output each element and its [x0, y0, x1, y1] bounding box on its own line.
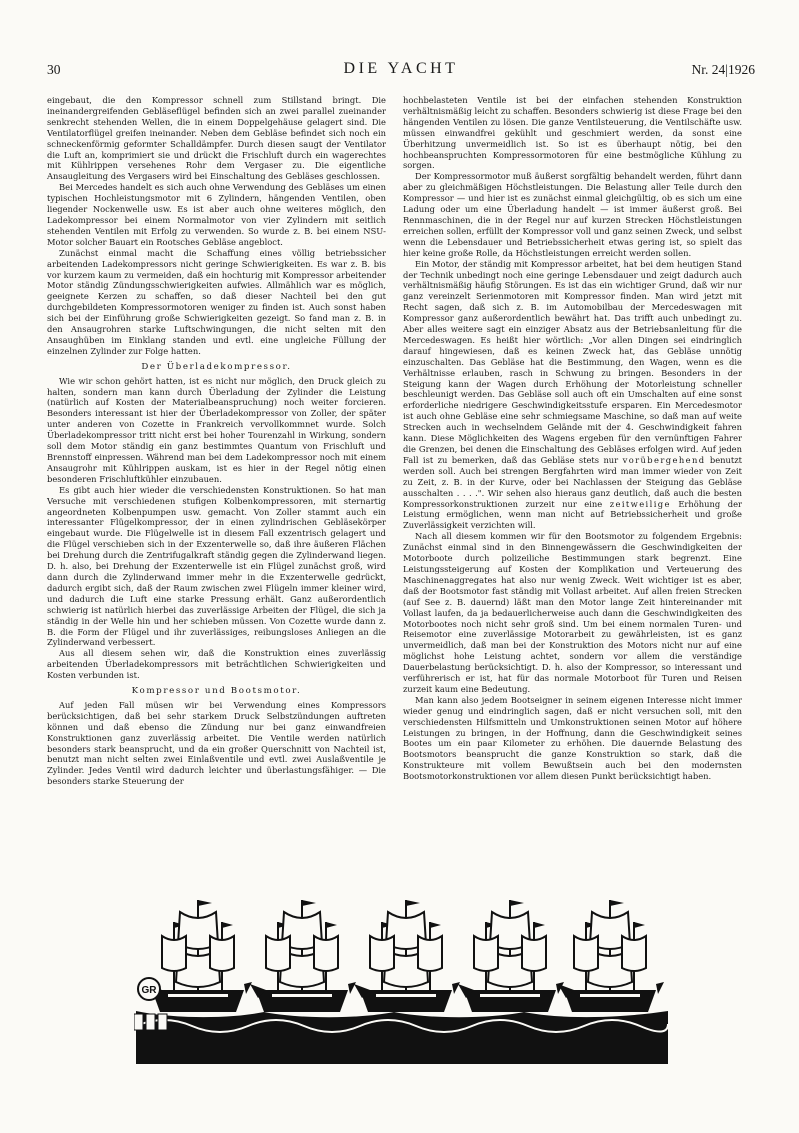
- ship-frieze-illustration: [134, 886, 670, 1064]
- paragraph: Der Kompressormotor muß äußerst sorgfältig behandelt werden, führt dann aber zu gleichmäßigen Höchstleistungen. Die Belastung aller Teile durch den Kompressor — und hier ist es zunächst einmal gleichgültig, ob es sich um eine Ladung oder um eine Überladung handelt — ist immer äußerst groß. Bei Rennmaschinen, die in der Regel nur auf kurzen Strecken Höchstleistungen erreichen sollen, erfüllt der Kompressor voll und ganz seinen Zweck, und selbst wenn die Lebensdauer und Betriebssicherheit etwas gering ist, so spielt das hier keine große Rolle, da Höchstleistungen erreicht werden sollen.: [403, 171, 742, 258]
- paragraph: Aus all diesem sehen wir, daß die Konstruktion eines zuverlässig arbeitenden Überladekompressors mit beträchtlichen Schwierigkeiten und Kosten verbunden ist.: [47, 648, 386, 681]
- left-column: [47, 95, 386, 787]
- ship-icon: [146, 900, 252, 1012]
- right-column: [403, 95, 742, 782]
- journal-title: DIE YACHT: [343, 60, 459, 77]
- paragraph: Wie wir schon gehört hatten, ist es nicht nur möglich, den Druck gleich zu halten, sondern man kann durch Überladung der Zylinder die Leistung (natürlich auf Kosten der Materialbeanspruchung) noch weiter forcieren. Besonders interessant ist hier der Überladekompressor von Zoller, der später unter anderen von Cozette in Frankreich vervollkommnet wurde. Solch Überladekompressor tritt nicht erst bei hoher Tourenzahl in Wirkung, sondern soll dem Motor ständig ein ganz bestimmtes Quantum von Frischluft und Brennstoff einpressen. Während man bei dem Ladekompressor noch mit einem Ansaugrohr mit Kühlrippen auskam, ist es hier in der Regel nötig einen besonderen Frischluftkühler einzubauen.: [47, 375, 386, 484]
- paragraph: Zunächst einmal macht die Schaffung eines völlig betriebssicher arbeitenden Ladekompressors nicht geringe Schwierigkeiten. Es war z. B. bis vor kurzem kaum zu vermeiden, daß ein hochturig mit Kompressor arbeitender Motor ständig Zündungsschwierigkeiten aufwies. Allmählich war es möglich, geeignete Kerzen zu schaffen, so daß dieser Nachteil bei den gut durchgebildeten Kompressormotoren weniger zu finden ist. Auch sonst haben sich bei der Einführung große Schwierigkeiten gezeigt. So fand man z. B. in den Ansaugrohren starke Luftschwingungen, die nicht selten mit den Ansaughüben im Einklang standen und evtl. eine ungleiche Füllung der einzelnen Zylinder zur Folge hatten.: [47, 247, 386, 356]
- section-heading: Kompressor und Bootsmotor.: [131, 686, 302, 697]
- text-run: Ein Motor, der ständig mit Kompressor arbeitet, hat bei dem heutigen Stand der Technik unbedingt noch eine geringe Lebensdauer und zeigt dadurch auch verhältnismäßig häufig Störungen. Es ist das ein wichtiger Grund, daß wir nur ganz vereinzelt Serienmotoren mit Kompressor finden. Man wird jetzt mit Recht sagen, daß sich z. B. im Automobilbau der Mercedeswagen mit Kompressor ganz außerordentlich bewährt hat. Das trifft auch unbedingt zu. Aber alles weitere sagt ein einziger Absatz aus der Betriebsanleitung für die Mercedeswagen. Es heißt hier wörtlich: „Vor allen Dingen sei eindringlich darauf hingewiesen, daß es keinen Zweck hat, das Gebläse unnötig einzuschalten. Das Gebläse hat die Bestimmung, den Wagen, wenn es die Verhältnisse erlauben, rasch in Schwung zu bringen. Besonders in der Steigung kann der Wagen durch Erhöhung der Motorleistung schneller beschleunigt werden. Das Gebläse soll auch oft ein Umschalten auf eine sonst erforderliche niedrigere Geschwindigkeitsstufe ersparen. Ein Mercedesmotor ist auch ohne Gebläse eine sehr schmiegsame Maschine, so daß man auf weite Strecken auch in wechselndem Gelände mit der 4. Geschwindigkeit fahren kann. Diese Möglichkeiten des Wagens ergeben für den vernünftigen Fahrer die Grenzen, bei denen die Einschaltung des Gebläses erfolgen wird. Auf jeden Fall ist zu bemerken, daß das Gebläse stets nur: [403, 258, 742, 465]
- page-number: 30: [47, 62, 61, 77]
- paragraph: Man kann also jedem Bootseigner in seinem eigenen Interesse nicht immer wieder genug und eindringlich sagen, daß er nicht versuchen soll, mit den verschiedensten Hilfsmitteln und Umkonstruktionen seinen Motor auf höhere Leistungen zu bringen, in der Hoffnung, dann die Geschwindigkeit seines Bootes um ein paar Kilometer zu erhöhen. Die dauernde Belastung des Bootsmotors beansprucht die ganze Konstruktion so stark, daß die Konstrukteure mit vollem Bewußtsein auch bei den modernsten Bootsmotorkonstruktionen vor allem diesen Punkt berücksichtigt haben.: [403, 694, 742, 782]
- section-heading: Der Überladekompressor.: [141, 361, 292, 372]
- paragraph: Auf jeden Fall müsen wir bei Verwendung eines Kompressors berücksichtigen, daß bei sehr starkem Druck Selbstzündungen auftreten können und daß ebenso die Zündung nur bei ganz einwandfreien Konstruktionen ganz zuverlässig arbeitet. Die Ventile werden natürlich besonders stark beansprucht, und da ein großer Querschnitt von Nachteil ist, benutzt man nicht selten zwei Einlaßventile und evtl. zwei Auslaßventile je Zylinder. Jedes Ventil wird dadurch leichter und überlastungsfähiger. — Die besonders starke Steuerung der: [47, 699, 386, 787]
- paragraph: eingebaut, die den Kompressor schnell zum Stillstand bringt. Die ineinandergreifenden Gebläseflügel befinden sich an zwei parallel zueinander senkrecht stehenden Wellen, die in einem Doppelgehäuse gelagert sind. Die Ventilatorflügel greifen ineinander. Neben dem Gebläse befindet sich noch ein schneckenförmig geformter Schalldämpfer. Durch diesen saugt der Ventilator die Luft an, komprimiert sie und drückt die Frischluft durch ein wagerechtes mit Kühlrippen versehenes Rohr dem Vergaser zu. Die eigentliche Ansaugleitung des Vergasers wird bei Einschaltung des Gebläses geschlossen.: [47, 95, 386, 182]
- emphasis-text: zeitweilige: [609, 498, 671, 509]
- paragraph: Bei Mercedes handelt es sich auch ohne Verwendung des Gebläses um einen typischen Hochleistungsmotor mit 6 Zylindern, hängenden Ventilen, oben liegender Nockenwelle usw. Es ist aber auch ohne weiteres möglich, den Ladekompressor bei einem Normalmotor von vier Zylindern mit seitlich stehenden Ventilen mit Erfolg zu verwenden. So wurde z. B. bei einem NSU-Motor solcher Bauart ein Rootsches Gebläse angebloct.: [47, 182, 386, 247]
- text-run: Erhöhung der Leistung ermöglichen, wenn man nicht auf Betriebssicherheit und große Zuverlässigkeit verzichten will.: [403, 498, 743, 531]
- paragraph: Es gibt auch hier wieder die verschiedensten Konstruktionen. So hat man Versuche mit verschiedenen stufigen Kolbenkompressoren, mit sternartig angeordneten Kolbenpumpen usw. gemacht. Von Zoller stammt auch ein interessanter Flügelkompressor, der in einen zylindrischen Gebläsekörper eingebaut wurde. Die Flügelwelle ist in diesem Fall exzentrisch gelagert und die Flügel verschieben sich in der Exzenterwelle so, daß ihre äußeren Flächen bei Drehung durch die Zentrifugalkraft ständig gegen die Zylinderwand liegen. D. h. also, bei Drehung der Exzenterwelle ist ein Flügel zunächst groß, wird dann durch die Zylinderwand immer mehr in die Exzenterwelle gedrückt, dadurch ergibt sich, daß der Raum zwischen zwei Flügeln immer kleiner wird, und dadurch die Luft eine starke Pressung erhält. Ganz außerordentlich schwierig ist natürlich hierbei das zuverlässige Arbeiten der Flügel, die sich ja ständig in der Welle hin und her schieben müssen. Von Cozette wurde dann z. B. die Form der Flügel und ihr zuverlässiges, reibungsloses Anliegen an die Zylinderwand verbessert.: [47, 484, 386, 648]
- page-header: [47, 60, 755, 82]
- emphasis-text: vorübergehend: [622, 454, 706, 465]
- paragraph: [403, 259, 742, 532]
- paragraph: Nach all diesem kommen wir für den Bootsmotor zu folgendem Ergebnis: Zunächst einmal sind in den Binnengewässern die Geschwindigkeiten der Motorboote durch polizeiliche Bestimmungen stark begrenzt. Eine Leistungssteigerung auf Kosten der Komplikation und Verteuerung des Maschinenaggregates hat also nur wenig Zweck. Weit wichtiger ist es aber, daß der Bootsmotor fast ständig mit Vollast arbeitet. Auf allen freien Strecken (auf See z. B. dauernd) läßt man den Motor lange Zeit hintereinander mit Vollast laufen, da ja bedauerlicherweise auch dann die Geschwindigkeiten des Motorbootes noch nicht sehr groß sind. Um bei einem normalen Turen- und Reisemotor eine zuverlässige Motorarbeit zu gewährleisten, ist es ganz unvermeidlich, daß man bei der Konstruktion des Motors nicht nur auf eine möglichst hohe Leistung achtet, sondern vor allem die verständige Dauerbelastung berücksichtigt. D. h. also der Kompressor, so interessant und verführerisch er ist, hat für das normale Motorboot für Turen und Reisen zurzeit kaum eine Bedeutung.: [403, 531, 742, 694]
- paragraph: hochbelasteten Ventile ist bei der einfachen stehenden Konstruktion verhältnismäßig leicht zu schaffen. Besonders schwierig ist diese Frage bei den hängenden Ventilen zu lösen. Die ganze Ventilsteuerung, die Ventilschäfte usw. müssen einwandfrei gekühlt und geschmiert werden, da sonst eine Überhitzung unvermeidlich ist. So ist es überhaupt nötig, bei den hochbeanspruchten Kompressormotoren für eine bestmögliche Kühlung zu sorgen.: [403, 95, 742, 171]
- monogram-text: GR: [141, 985, 157, 996]
- issue-number: Nr. 24|1926: [691, 62, 755, 77]
- text-run: benutzt werden soll. Auch bei strengen Bergfahrten wird man immer wieder von Zeit zu Zeit, z. B. in der Kurve, oder bei Nachlassen der Steigung das Gebläse ausschalten . . . .". Wir sehen also hieraus ganz deutlich, daß auch die besten Kompressorkonstruktionen zurzeit nur eine: [403, 454, 743, 509]
